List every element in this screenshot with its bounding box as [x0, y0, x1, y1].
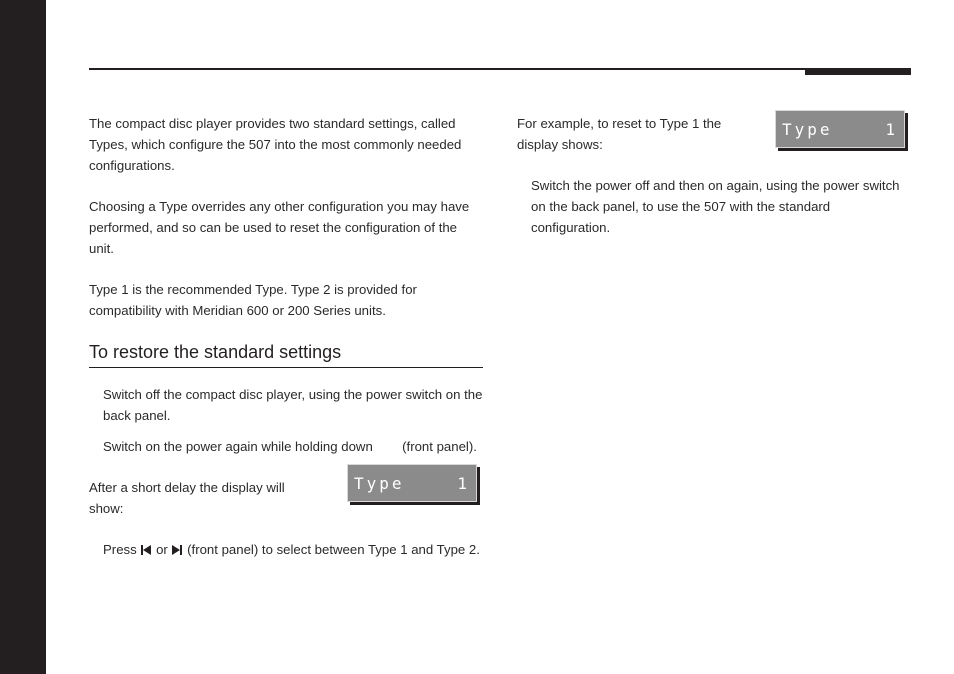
header-tab [805, 68, 911, 75]
lcd-number: 1 [885, 119, 898, 139]
step-2 [89, 436, 483, 457]
lcd-word: Type [782, 119, 833, 139]
intro-paragraph-2: Choosing a Type overrides any other configuration you may have performed, and so can be used to reset the configuration of the unit. [89, 199, 470, 256]
step-2-text: Switch on the power again while holding down [103, 439, 373, 454]
skip-previous-icon [140, 541, 152, 562]
step-3-or: or [156, 542, 168, 557]
skip-next-icon [171, 541, 183, 562]
intro-paragraph-1: The compact disc player provides two standard settings, called Types, which configure the 507 into the most commonly needed configurations. [89, 116, 462, 173]
step-3-text-end: (front panel) to select between Type 1 and Type 2. [187, 542, 480, 557]
display-example-left [89, 473, 483, 519]
section-heading: To restore the standard settings [89, 341, 483, 368]
display-example-right [517, 113, 907, 155]
lcd-word: Type [354, 473, 405, 493]
intro-paragraph-3: Type 1 is the recommended Type. Type 2 is provided for compatibility with Meridian 600 or 200 Series units. [89, 282, 417, 318]
step-2-text-end: (front panel). [402, 439, 477, 454]
left-column [89, 113, 483, 572]
delay-text: After a short delay the display will show: [89, 480, 285, 516]
header-rule [89, 68, 911, 70]
example-text: For example, to reset to Type 1 the display shows: [517, 116, 722, 152]
right-column [517, 113, 907, 248]
lcd-display [347, 464, 477, 502]
step-4: Switch the power off and then on again, using the power switch on the back panel, to use the 507 with the standard configuration. [531, 178, 900, 235]
step-3 [89, 539, 483, 562]
step-3-press: Press [103, 542, 137, 557]
lcd-number: 1 [457, 473, 470, 493]
step-1: Switch off the compact disc player, using the power switch on the back panel. [103, 387, 483, 423]
side-bar [0, 0, 46, 674]
lcd-display [775, 110, 905, 148]
